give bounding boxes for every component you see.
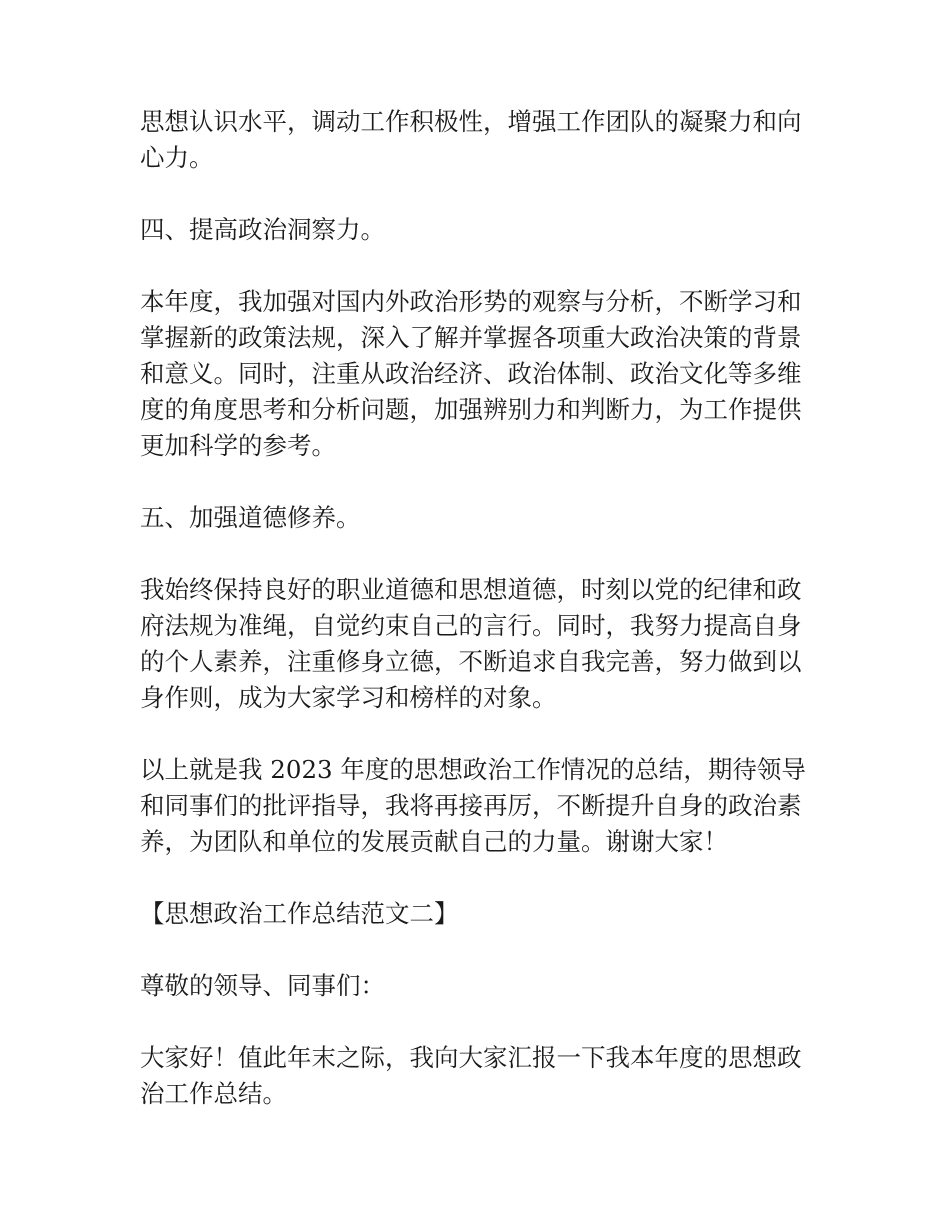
- text-line: 【思想政治工作总结范文二】: [140, 899, 459, 928]
- text-line: 更加科学的参考。: [140, 431, 336, 460]
- text-line: 五、加强道德修养。: [140, 503, 361, 532]
- text-line: 本年度，我加强对国内外政治形势的观察与分析，不断学习和: [140, 287, 802, 316]
- text-line: 和同事们的批评指导，我将再接再厉，不断提升自身的政治素: [140, 791, 802, 820]
- paragraph-continuation: [140, 104, 814, 176]
- text-line: 我始终保持良好的职业道德和思想道德，时刻以党的纪律和政: [140, 575, 802, 604]
- text-line: 思想认识水平，调动工作积极性，增强工作团队的凝聚力和向: [140, 107, 802, 136]
- paragraph-political-insight: [140, 284, 814, 464]
- section-heading-five: [140, 500, 814, 536]
- text-line: 大家好！值此年末之际，我向大家汇报一下我本年度的思想政: [140, 1043, 802, 1072]
- paragraph-moral-cultivation: [140, 572, 814, 716]
- text-line: 身作则，成为大家学习和榜样的对象。: [140, 683, 557, 712]
- text-line: 掌握新的政策法规，深入了解并掌握各项重大政治决策的背景: [140, 323, 802, 352]
- text-line: 府法规为准绳，自觉约束自己的言行。同时，我努力提高自身: [140, 611, 802, 640]
- paragraph-conclusion: [140, 752, 814, 860]
- text-line: 以上就是我 2023 年度的思想政治工作情况的总结，期待领导: [140, 755, 806, 784]
- paragraph-greeting: [140, 1040, 814, 1112]
- text-line: 的个人素养，注重修身立德，不断追求自我完善，努力做到以: [140, 647, 802, 676]
- text-line: 和意义。同时，注重从政治经济、政治体制、政治文化等多维: [140, 359, 802, 388]
- text-line: 治工作总结。: [140, 1079, 287, 1108]
- text-line: 心力。: [140, 143, 214, 172]
- text-line: 度的角度思考和分析问题，加强辨别力和判断力，为工作提供: [140, 395, 802, 424]
- text-line: 尊敬的领导、同事们：: [140, 971, 385, 1000]
- text-line: 四、提高政治洞察力。: [140, 215, 385, 244]
- sample-title-two: [140, 896, 814, 932]
- salutation: [140, 968, 814, 1004]
- document-body: [140, 104, 814, 1148]
- section-heading-four: [140, 212, 814, 248]
- text-line: 养，为团队和单位的发展贡献自己的力量。谢谢大家！: [140, 827, 728, 856]
